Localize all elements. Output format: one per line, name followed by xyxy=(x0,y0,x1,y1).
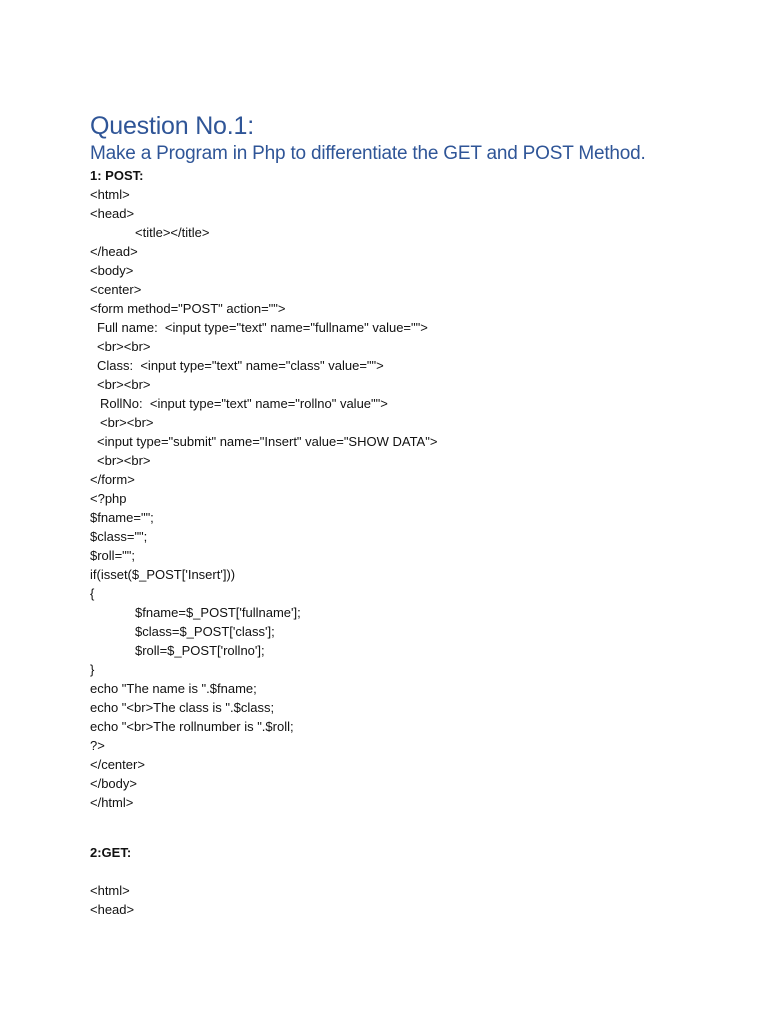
code-line: <html> xyxy=(90,187,130,202)
code-line: <br><br> xyxy=(97,377,151,392)
code-line: </body> xyxy=(90,776,137,791)
code-line: $class=""; xyxy=(90,529,148,544)
section-heading-post: 1: POST: xyxy=(90,168,144,183)
code-line: if(isset($_POST['Insert'])) xyxy=(90,567,236,582)
code-line: </head> xyxy=(90,244,138,259)
code-line: $roll=$_POST['rollno']; xyxy=(135,643,265,658)
code-line: </html> xyxy=(90,795,134,810)
code-line: $fname=""; xyxy=(90,510,154,525)
get-code-section xyxy=(90,843,710,919)
blank-line xyxy=(90,862,710,881)
code-line: <br><br> xyxy=(100,415,154,430)
code-line: $roll=""; xyxy=(90,548,135,563)
code-line: echo "<br>The class is ".$class; xyxy=(90,700,275,715)
code-line: <form method="POST" action=""> xyxy=(90,301,286,316)
code-line: <head> xyxy=(90,206,135,221)
code-line: <input type="submit" name="Insert" value="SHOW DATA"> xyxy=(97,434,438,449)
code-line: <body> xyxy=(90,263,134,278)
page-title: Question No.1: xyxy=(90,112,254,140)
code-line: </center> xyxy=(90,757,145,772)
code-line: Full name: <input type="text" name="fullname" value=""> xyxy=(97,320,428,335)
code-line: <html> xyxy=(90,883,130,898)
code-line: <?php xyxy=(90,491,127,506)
code-line: echo "<br>The rollnumber is ".$roll; xyxy=(90,719,294,734)
page-subtitle: Make a Program in Php to differentiate the GET and POST Method. xyxy=(90,143,646,164)
code-line: RollNo: <input type="text" name="rollno" value""> xyxy=(100,396,388,411)
code-line: ?> xyxy=(90,738,105,753)
code-line: <head> xyxy=(90,902,135,917)
section-heading-get: 2:GET: xyxy=(90,845,132,860)
code-line: echo "The name is ".$fname; xyxy=(90,681,257,696)
code-line: $fname=$_POST['fullname']; xyxy=(135,605,301,620)
post-code-section xyxy=(90,166,710,812)
code-line: </form> xyxy=(90,472,135,487)
code-line: <center> xyxy=(90,282,142,297)
code-line: <br><br> xyxy=(97,453,151,468)
code-line: $class=$_POST['class']; xyxy=(135,624,275,639)
code-line: <title></title> xyxy=(135,225,210,240)
code-line: { xyxy=(90,586,95,601)
code-line: Class: <input type="text" name="class" value=""> xyxy=(97,358,384,373)
code-line: } xyxy=(90,662,95,677)
code-line: <br><br> xyxy=(97,339,151,354)
